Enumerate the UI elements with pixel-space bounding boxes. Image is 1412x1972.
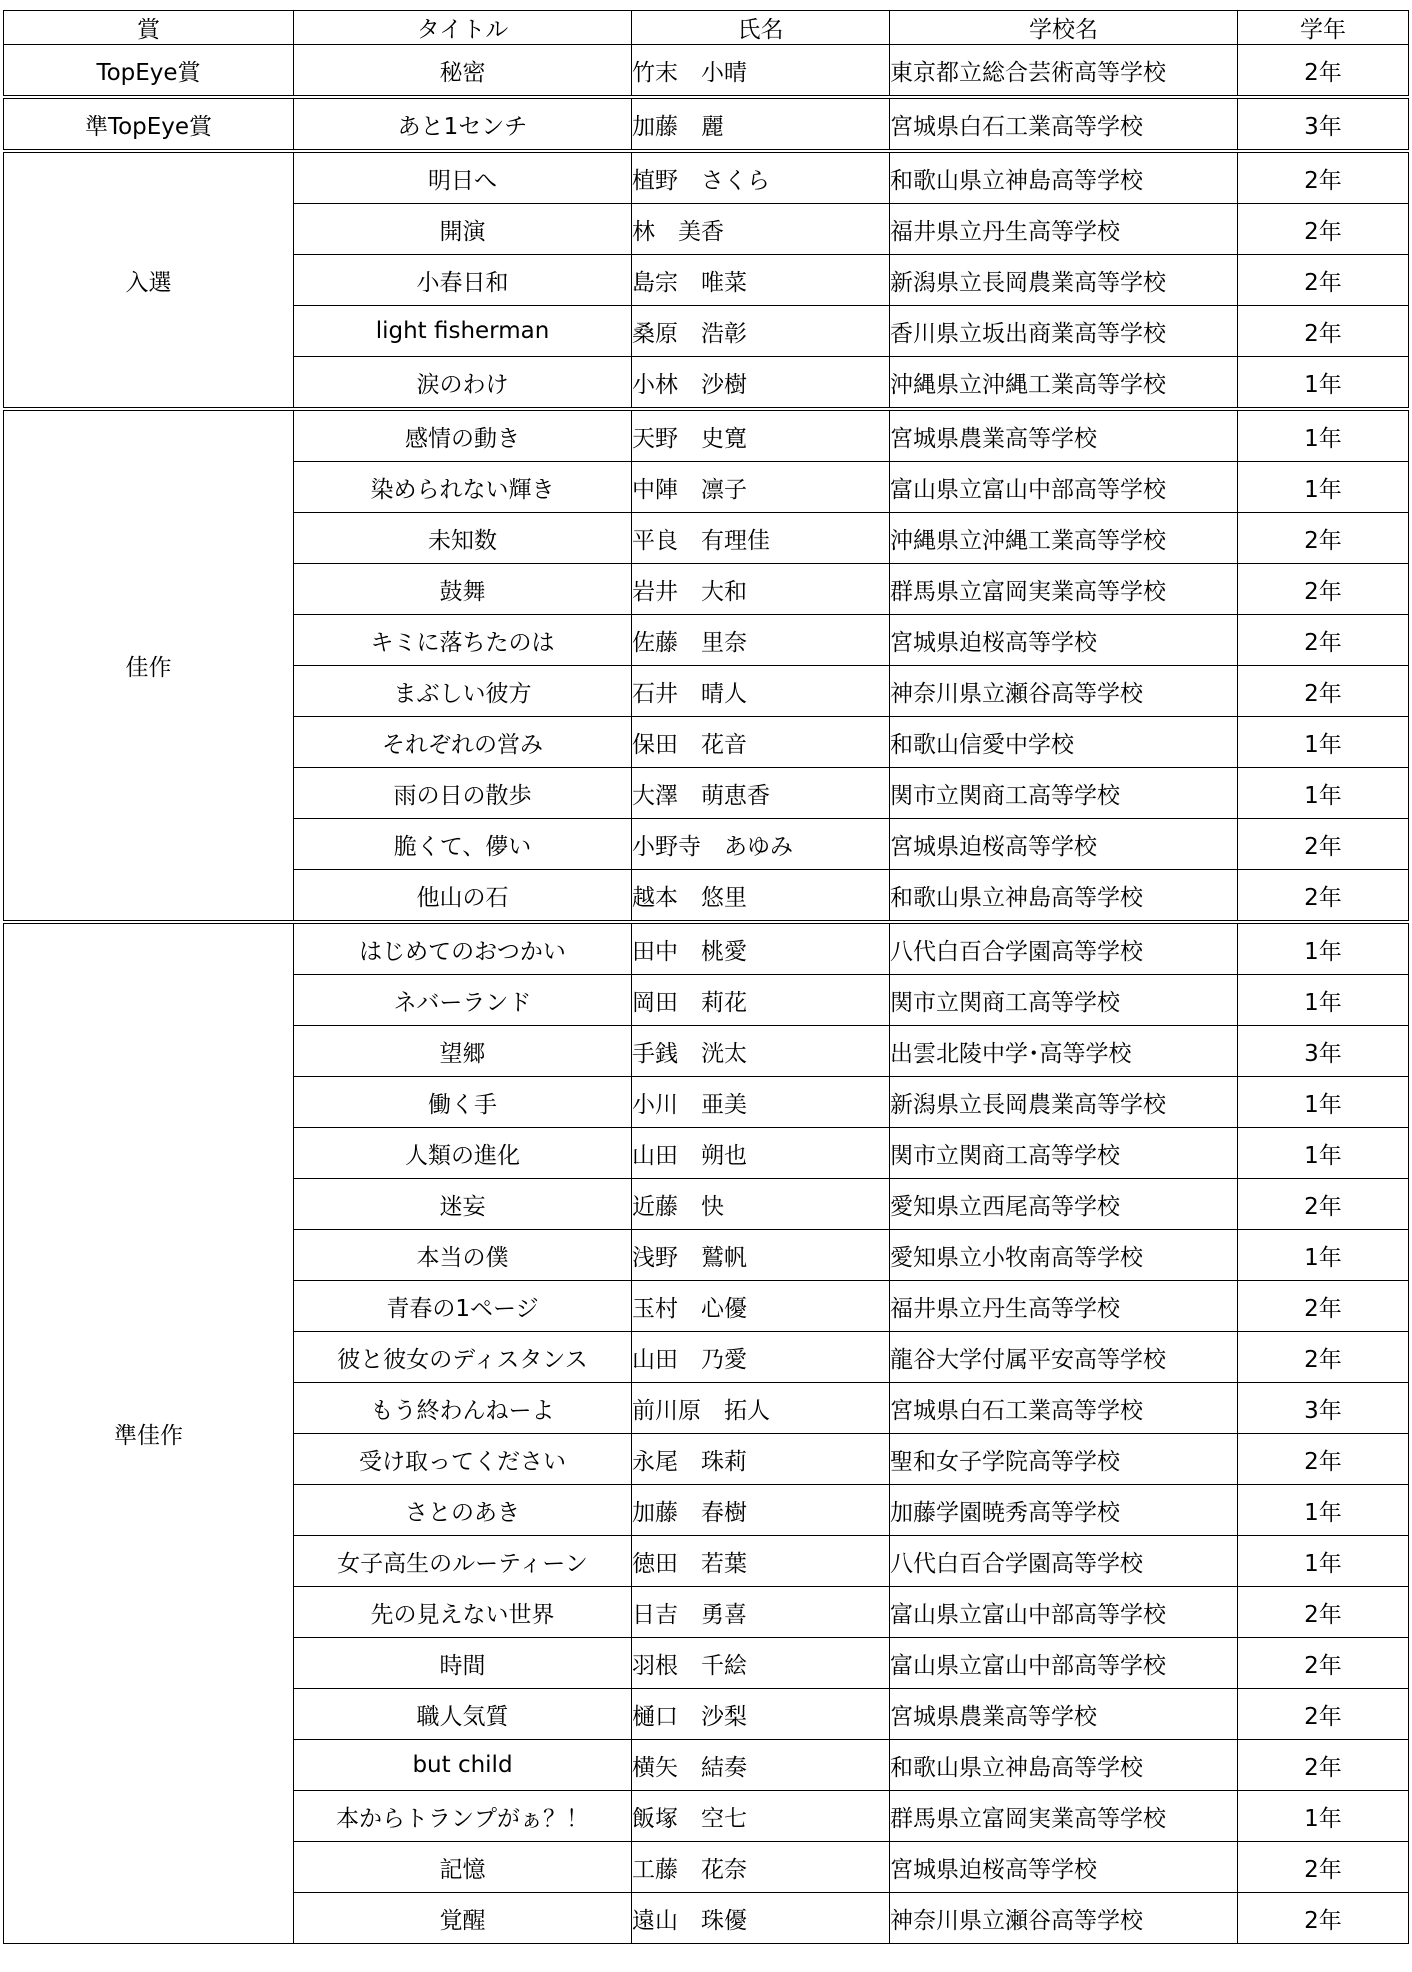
table-header	[4, 11, 1409, 45]
name-cell: 羽根 千絵	[632, 1638, 890, 1689]
table-body	[4, 45, 1409, 1944]
school-cell: 新潟県立長岡農業高等学校	[890, 1077, 1238, 1128]
grade-cell: 1年	[1238, 1128, 1409, 1179]
school-cell: 宮城県農業高等学校	[890, 1689, 1238, 1740]
award-cell: 入選	[4, 151, 294, 409]
title-cell: 小春日和	[294, 255, 632, 306]
name-cell: 小川 亜美	[632, 1077, 890, 1128]
name-cell: 加藤 春樹	[632, 1485, 890, 1536]
name-cell: 横矢 結奏	[632, 1740, 890, 1791]
school-cell: 福井県立丹生高等学校	[890, 1281, 1238, 1332]
title-cell: はじめてのおつかい	[294, 922, 632, 975]
title-cell: 本からトランプがぁ？！	[294, 1791, 632, 1842]
name-cell: 工藤 花奈	[632, 1842, 890, 1893]
title-cell: キミに落ちたのは	[294, 615, 632, 666]
grade-cell: 2年	[1238, 204, 1409, 255]
name-cell: 岡田 莉花	[632, 975, 890, 1026]
grade-cell: 2年	[1238, 1740, 1409, 1791]
title-cell: それぞれの営み	[294, 717, 632, 768]
grade-cell: 2年	[1238, 1587, 1409, 1638]
table-row	[4, 151, 1409, 204]
grade-cell: 2年	[1238, 1842, 1409, 1893]
school-cell: 和歌山信愛中学校	[890, 717, 1238, 768]
grade-cell: 2年	[1238, 255, 1409, 306]
title-cell: 先の見えない世界	[294, 1587, 632, 1638]
title-cell: 迷妄	[294, 1179, 632, 1230]
name-cell: 山田 乃愛	[632, 1332, 890, 1383]
grade-cell: 2年	[1238, 1434, 1409, 1485]
title-cell: but child	[294, 1740, 632, 1791]
grade-cell: 1年	[1238, 1485, 1409, 1536]
title-cell: 雨の日の散歩	[294, 768, 632, 819]
table-row	[4, 922, 1409, 975]
name-cell: 天野 史寛	[632, 409, 890, 462]
grade-cell: 2年	[1238, 1332, 1409, 1383]
grade-cell: 1年	[1238, 1791, 1409, 1842]
name-cell: 竹末 小晴	[632, 45, 890, 98]
school-cell: 富山県立富山中部高等学校	[890, 462, 1238, 513]
school-cell: 和歌山県立神島高等学校	[890, 1740, 1238, 1791]
award-cell: 準TopEye賞	[4, 97, 294, 151]
school-cell: 関市立関商工高等学校	[890, 1128, 1238, 1179]
title-cell: 感情の動き	[294, 409, 632, 462]
school-cell: 宮城県迫桜高等学校	[890, 819, 1238, 870]
name-cell: 平良 有理佳	[632, 513, 890, 564]
award-cell: 佳作	[4, 409, 294, 922]
header-grade: 学年	[1238, 11, 1409, 45]
school-cell: 富山県立富山中部高等学校	[890, 1587, 1238, 1638]
title-cell: 望郷	[294, 1026, 632, 1077]
awards-table	[3, 10, 1409, 1944]
title-cell: 染められない輝き	[294, 462, 632, 513]
grade-cell: 1年	[1238, 717, 1409, 768]
school-cell: 龍谷大学付属平安高等学校	[890, 1332, 1238, 1383]
table-row	[4, 409, 1409, 462]
header-school: 学校名	[890, 11, 1238, 45]
school-cell: 沖縄県立沖縄工業高等学校	[890, 513, 1238, 564]
school-cell: 愛知県立西尾高等学校	[890, 1179, 1238, 1230]
table-row	[4, 45, 1409, 98]
grade-cell: 1年	[1238, 975, 1409, 1026]
name-cell: 遠山 珠優	[632, 1893, 890, 1944]
title-cell: 脆くて、儚い	[294, 819, 632, 870]
header-title: タイトル	[294, 11, 632, 45]
name-cell: 佐藤 里奈	[632, 615, 890, 666]
award-cell: 準佳作	[4, 922, 294, 1944]
title-cell: light fisherman	[294, 306, 632, 357]
title-cell: 未知数	[294, 513, 632, 564]
title-cell: 働く手	[294, 1077, 632, 1128]
school-cell: 加藤学園暁秀高等学校	[890, 1485, 1238, 1536]
name-cell: 山田 朔也	[632, 1128, 890, 1179]
grade-cell: 1年	[1238, 1230, 1409, 1281]
title-cell: 開演	[294, 204, 632, 255]
grade-cell: 2年	[1238, 1689, 1409, 1740]
name-cell: 樋口 沙梨	[632, 1689, 890, 1740]
title-cell: 鼓舞	[294, 564, 632, 615]
name-cell: 前川原 拓人	[632, 1383, 890, 1434]
grade-cell: 1年	[1238, 462, 1409, 513]
grade-cell: 3年	[1238, 97, 1409, 151]
grade-cell: 2年	[1238, 615, 1409, 666]
grade-cell: 2年	[1238, 45, 1409, 98]
school-cell: 和歌山県立神島高等学校	[890, 151, 1238, 204]
title-cell: 職人気質	[294, 1689, 632, 1740]
grade-cell: 2年	[1238, 666, 1409, 717]
name-cell: 大澤 萌恵香	[632, 768, 890, 819]
name-cell: 岩井 大和	[632, 564, 890, 615]
name-cell: 永尾 珠莉	[632, 1434, 890, 1485]
name-cell: 林 美香	[632, 204, 890, 255]
award-cell: TopEye賞	[4, 45, 294, 98]
header-award: 賞	[4, 11, 294, 45]
grade-cell: 1年	[1238, 768, 1409, 819]
school-cell: 愛知県立小牧南高等学校	[890, 1230, 1238, 1281]
school-cell: 宮城県迫桜高等学校	[890, 615, 1238, 666]
name-cell: 桑原 浩彰	[632, 306, 890, 357]
school-cell: 関市立関商工高等学校	[890, 975, 1238, 1026]
title-cell: 秘密	[294, 45, 632, 98]
grade-cell: 2年	[1238, 151, 1409, 204]
title-cell: 時間	[294, 1638, 632, 1689]
name-cell: 加藤 麗	[632, 97, 890, 151]
header-name: 氏名	[632, 11, 890, 45]
school-cell: 新潟県立長岡農業高等学校	[890, 255, 1238, 306]
name-cell: 田中 桃愛	[632, 922, 890, 975]
school-cell: 八代白百合学園高等学校	[890, 1536, 1238, 1587]
name-cell: 小野寺 あゆみ	[632, 819, 890, 870]
title-cell: 女子高生のルーティーン	[294, 1536, 632, 1587]
grade-cell: 3年	[1238, 1026, 1409, 1077]
school-cell: 神奈川県立瀬谷高等学校	[890, 666, 1238, 717]
grade-cell: 2年	[1238, 513, 1409, 564]
title-cell: 記憶	[294, 1842, 632, 1893]
grade-cell: 1年	[1238, 357, 1409, 410]
title-cell: 受け取ってください	[294, 1434, 632, 1485]
title-cell: さとのあき	[294, 1485, 632, 1536]
name-cell: 島宗 唯菜	[632, 255, 890, 306]
school-cell: 東京都立総合芸術高等学校	[890, 45, 1238, 98]
title-cell: ネバーランド	[294, 975, 632, 1026]
school-cell: 和歌山県立神島高等学校	[890, 870, 1238, 923]
name-cell: 保田 花音	[632, 717, 890, 768]
school-cell: 宮城県農業高等学校	[890, 409, 1238, 462]
title-cell: 覚醒	[294, 1893, 632, 1944]
title-cell: 青春の1ページ	[294, 1281, 632, 1332]
school-cell: 聖和女子学院高等学校	[890, 1434, 1238, 1485]
school-cell: 宮城県迫桜高等学校	[890, 1842, 1238, 1893]
name-cell: 中陣 凛子	[632, 462, 890, 513]
school-cell: 香川県立坂出商業高等学校	[890, 306, 1238, 357]
name-cell: 飯塚 空七	[632, 1791, 890, 1842]
grade-cell: 2年	[1238, 1179, 1409, 1230]
school-cell: 神奈川県立瀬谷高等学校	[890, 1893, 1238, 1944]
grade-cell: 2年	[1238, 306, 1409, 357]
name-cell: 手銭 洸太	[632, 1026, 890, 1077]
title-cell: まぶしい彼方	[294, 666, 632, 717]
school-cell: 関市立関商工高等学校	[890, 768, 1238, 819]
title-cell: 涙のわけ	[294, 357, 632, 410]
name-cell: 越本 悠里	[632, 870, 890, 923]
grade-cell: 2年	[1238, 1893, 1409, 1944]
title-cell: 他山の石	[294, 870, 632, 923]
school-cell: 宮城県白石工業高等学校	[890, 1383, 1238, 1434]
name-cell: 近藤 快	[632, 1179, 890, 1230]
grade-cell: 2年	[1238, 1281, 1409, 1332]
name-cell: 植野 さくら	[632, 151, 890, 204]
title-cell: あと1センチ	[294, 97, 632, 151]
school-cell: 富山県立富山中部高等学校	[890, 1638, 1238, 1689]
title-cell: 彼と彼女のディスタンス	[294, 1332, 632, 1383]
grade-cell: 1年	[1238, 1536, 1409, 1587]
name-cell: 玉村 心優	[632, 1281, 890, 1332]
grade-cell: 2年	[1238, 870, 1409, 923]
name-cell: 日吉 勇喜	[632, 1587, 890, 1638]
title-cell: 明日へ	[294, 151, 632, 204]
grade-cell: 2年	[1238, 1638, 1409, 1689]
school-cell: 群馬県立富岡実業高等学校	[890, 1791, 1238, 1842]
school-cell: 宮城県白石工業高等学校	[890, 97, 1238, 151]
header-row	[4, 11, 1409, 45]
school-cell: 八代白百合学園高等学校	[890, 922, 1238, 975]
grade-cell: 3年	[1238, 1383, 1409, 1434]
school-cell: 福井県立丹生高等学校	[890, 204, 1238, 255]
name-cell: 徳田 若葉	[632, 1536, 890, 1587]
grade-cell: 1年	[1238, 1077, 1409, 1128]
grade-cell: 2年	[1238, 819, 1409, 870]
name-cell: 浅野 鷲帆	[632, 1230, 890, 1281]
grade-cell: 1年	[1238, 922, 1409, 975]
table-row	[4, 97, 1409, 151]
title-cell: 本当の僕	[294, 1230, 632, 1281]
school-cell: 沖縄県立沖縄工業高等学校	[890, 357, 1238, 410]
school-cell: 群馬県立富岡実業高等学校	[890, 564, 1238, 615]
name-cell: 石井 晴人	[632, 666, 890, 717]
grade-cell: 1年	[1238, 409, 1409, 462]
grade-cell: 2年	[1238, 564, 1409, 615]
title-cell: 人類の進化	[294, 1128, 632, 1179]
name-cell: 小林 沙樹	[632, 357, 890, 410]
school-cell: 出雲北陵中学･高等学校	[890, 1026, 1238, 1077]
title-cell: もう終わんねーよ	[294, 1383, 632, 1434]
